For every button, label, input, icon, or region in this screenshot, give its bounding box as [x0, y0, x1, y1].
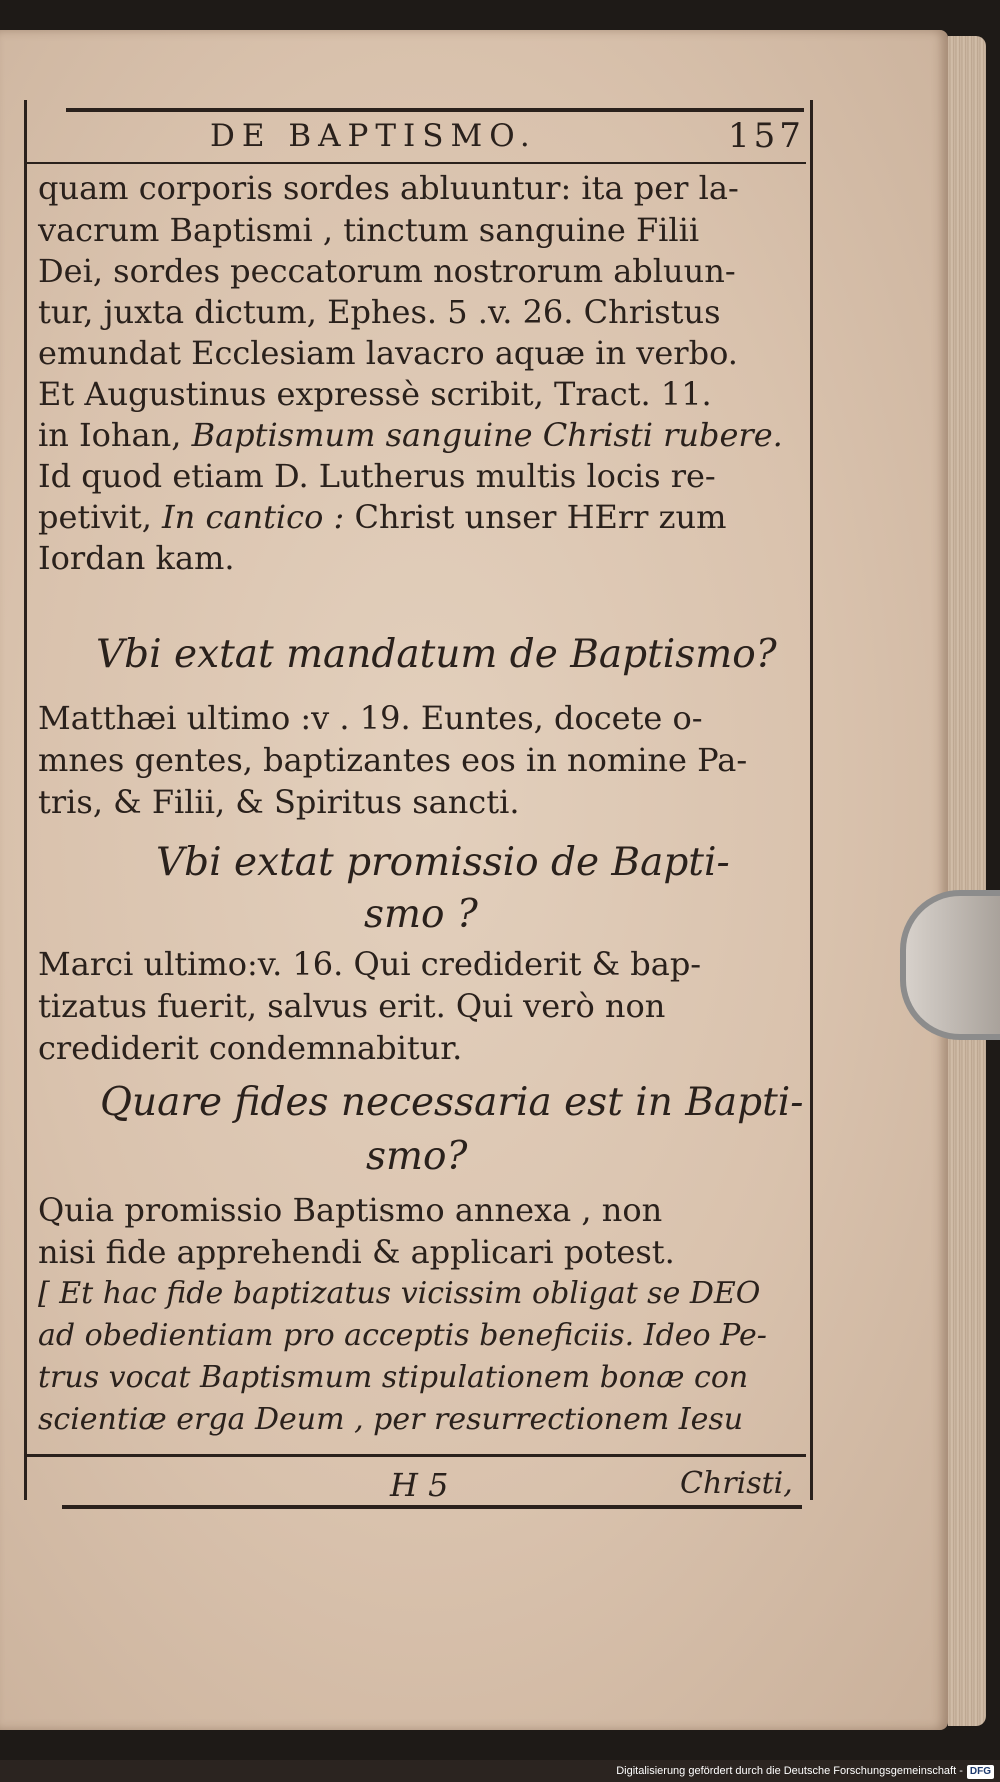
body-line: quam corporis sordes abluuntur: ita per la- [38, 169, 739, 207]
answer-line: nisi fide apprehendi & applicari potest. [38, 1233, 675, 1271]
digitization-credit [616, 1760, 994, 1782]
page-edges [948, 36, 986, 1726]
body-line: Et Augustinus expressè scribit, Tract. 11. [38, 375, 712, 413]
body-line: emundat Ecclesiam lavacro aquæ in verbo. [38, 334, 738, 372]
body-line-text: in Iohan, [38, 416, 182, 454]
answer-line: crediderit condemnabitur. [38, 1029, 463, 1067]
bottom-rule [26, 1454, 806, 1457]
commentary-line: [ Et hac fide baptizatus vicissim obligat se DEO [38, 1276, 761, 1311]
page-number: 157 [728, 116, 805, 156]
body-line: tur, juxta dictum, Ephes. 5 .v. 26. Christus [38, 293, 721, 331]
commentary-line: trus vocat Baptismum stipulationem bonæ con [38, 1360, 749, 1395]
answer-line: tizatus fuerit, salvus erit. Qui verò non [38, 987, 666, 1025]
italic-quotation: Baptismum sanguine Christi rubere. [191, 416, 783, 454]
question-heading: Quare fides necessaria est in Bapti- [100, 1080, 804, 1125]
answer-line: mnes gentes, baptizantes eos in nomine Pa- [38, 741, 748, 779]
answer-line: Quia promissio Baptismo annexa , non [38, 1191, 663, 1229]
body-line [38, 497, 726, 537]
answer-line: Marci ultimo:v. 16. Qui crediderit & bap- [38, 945, 702, 983]
dfg-logo: DFG [967, 1765, 994, 1779]
answer-line: Matthæi ultimo :v . 19. Euntes, docete o- [38, 699, 703, 737]
body-line: vacrum Baptismi , tinctum sanguine Filii [38, 211, 700, 249]
question-heading-cont: smo ? [364, 892, 478, 937]
running-head: DE BAPTISMO. [210, 118, 537, 154]
question-heading: Vbi extat mandatum de Baptismo? [96, 632, 777, 677]
question-heading-cont: smo? [366, 1134, 468, 1179]
body-line: Id quod etiam D. Lutherus multis locis re- [38, 457, 716, 495]
body-line [38, 415, 783, 455]
answer-line: tris, & Filii, & Spiritus sancti. [38, 783, 520, 821]
body-line-text: petivit, [38, 498, 152, 536]
credit-text: Digitalisierung gefördert durch die Deutsche Forschungsgemeinschaft - [616, 1765, 963, 1777]
signature-mark: H 5 [390, 1466, 449, 1504]
commentary-line: scientiæ erga Deum , per resurrectionem Iesu [38, 1402, 744, 1437]
body-line: Iordan kam. [38, 539, 235, 577]
head-rule [26, 162, 806, 164]
question-heading: Vbi extat promissio de Bapti- [156, 840, 730, 885]
book-clasp [900, 890, 1000, 1040]
catchword: Christi, [680, 1466, 793, 1501]
body-line: Dei, sordes peccatorum nostrorum abluun- [38, 252, 736, 290]
foot-rule [62, 1505, 802, 1509]
commentary-line: ad obedientiam pro acceptis beneficiis. Ideo Pe- [38, 1318, 767, 1353]
hymn-title: Christ unser HErr zum [354, 498, 727, 536]
top-rule [66, 108, 804, 112]
italic-citation: In cantico : [162, 498, 345, 536]
